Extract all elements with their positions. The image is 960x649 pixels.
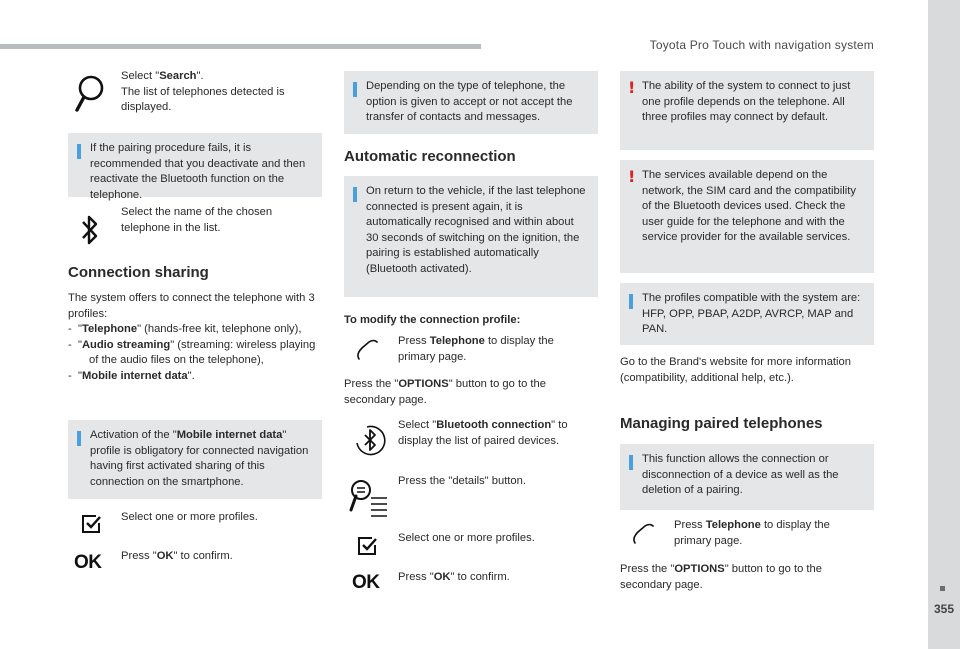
step-telephone: Press Telephone to display the primary page.: [674, 519, 830, 547]
modify-profile-title: To modify the connection profile:: [344, 314, 521, 326]
page-marker: [940, 586, 945, 591]
profile-list: [68, 322, 322, 384]
bluetooth-icon: [80, 212, 100, 248]
list-item: - "Telephone" (hands-free kit, telephone only),: [68, 323, 302, 335]
warning-services: ! The services available depend on the network, the SIM card and the compatibility of the Bluetooth devices used. Check the user guide for the telephone and with the service provider for the available services.: [620, 160, 874, 273]
list-item: - "Mobile internet data".: [68, 369, 195, 382]
options-instruction: Press the "OPTIONS" button to go to the secondary page.: [344, 378, 546, 406]
checkbox-edit-icon: [81, 514, 101, 534]
checkbox-edit-icon: [357, 536, 377, 556]
section-heading-connection-sharing: Connection sharing: [68, 264, 209, 281]
section-heading-automatic-reconnection: Automatic reconnection: [344, 148, 516, 165]
phone-handset-icon: [356, 339, 380, 361]
step-details: Press the "details" button.: [398, 475, 526, 487]
info-bar-icon: [629, 294, 633, 309]
warning-icon: !: [628, 78, 636, 97]
ok-icon: OK: [352, 572, 380, 593]
list-item: - "Audio streaming" (streaming: wireless playing of the audio files on the telephone),: [68, 338, 316, 366]
step-telephone: Press Telephone to display the primary page.: [398, 335, 554, 363]
phone-handset-icon: [632, 523, 656, 545]
search-icon: [74, 74, 106, 116]
note-profiles: The profiles compatible with the system are: HFP, OPP, PBAP, A2DP, AVRCP, MAP and PAN.: [620, 283, 874, 345]
step-select-name: Select the name of the chosen telephone in the list.: [121, 206, 273, 234]
info-bar-icon: [77, 144, 81, 159]
note-pairing: If the pairing procedure fails, it is recommended that you deactivate and then reactivate the Bluetooth function on the telephone.: [68, 133, 322, 197]
page-header-title: Toyota Pro Touch with navigation system: [649, 38, 874, 52]
warning-profile: ! The ability of the system to connect to just one profile depends on the telephone. All three profiles may connect by default.: [620, 71, 874, 150]
note-activation: Activation of the "Mobile internet data" profile is obligatory for connected navigation having first activated sharing of this connection on the smartphone.: [68, 420, 322, 499]
ok-icon: OK: [74, 552, 102, 573]
page-number: 355: [933, 602, 954, 616]
connection-sharing-intro: The system offers to connect the telephone with 3 profiles:: [68, 292, 315, 320]
info-bar-icon: [353, 187, 357, 202]
step-bluetooth-connection: Select "Bluetooth connection" to display the list of paired devices.: [398, 419, 568, 447]
warning-icon: !: [628, 167, 636, 186]
note-reconnect: On return to the vehicle, if the last telephone connected is present again, it is automatically recognised and within about 30 seconds of switching on the ignition, the pairing is established automatically (Bluetooth activated).: [344, 176, 598, 297]
info-bar-icon: [77, 431, 81, 446]
note-function: This function allows the connection or disconnection of a device as well as the deletion of a pairing.: [620, 444, 874, 510]
step-select-profiles: Select one or more profiles.: [398, 532, 535, 544]
header-rule: [0, 44, 481, 49]
step-confirm: Press "OK" to confirm.: [398, 571, 510, 583]
info-bar-icon: [629, 455, 633, 470]
step-search: Select "Search". The list of telephones detected is displayed.: [121, 70, 285, 113]
note-transfer: Depending on the type of telephone, the option is given to accept or not accept the transfer of contacts and messages.: [344, 71, 598, 134]
step-select-profiles: Select one or more profiles.: [121, 511, 258, 523]
info-bar-icon: [353, 82, 357, 97]
details-list-icon: [349, 476, 389, 520]
options-instruction: Press the "OPTIONS" button to go to the secondary page.: [620, 563, 822, 591]
step-confirm: Press "OK" to confirm.: [121, 550, 233, 562]
section-heading-managing-paired: Managing paired telephones: [620, 415, 823, 432]
side-strip: [928, 0, 960, 649]
website-info: Go to the Brand's website for more information (compatibility, additional help, etc.).: [620, 356, 851, 384]
bluetooth-circle-icon: [353, 421, 389, 461]
